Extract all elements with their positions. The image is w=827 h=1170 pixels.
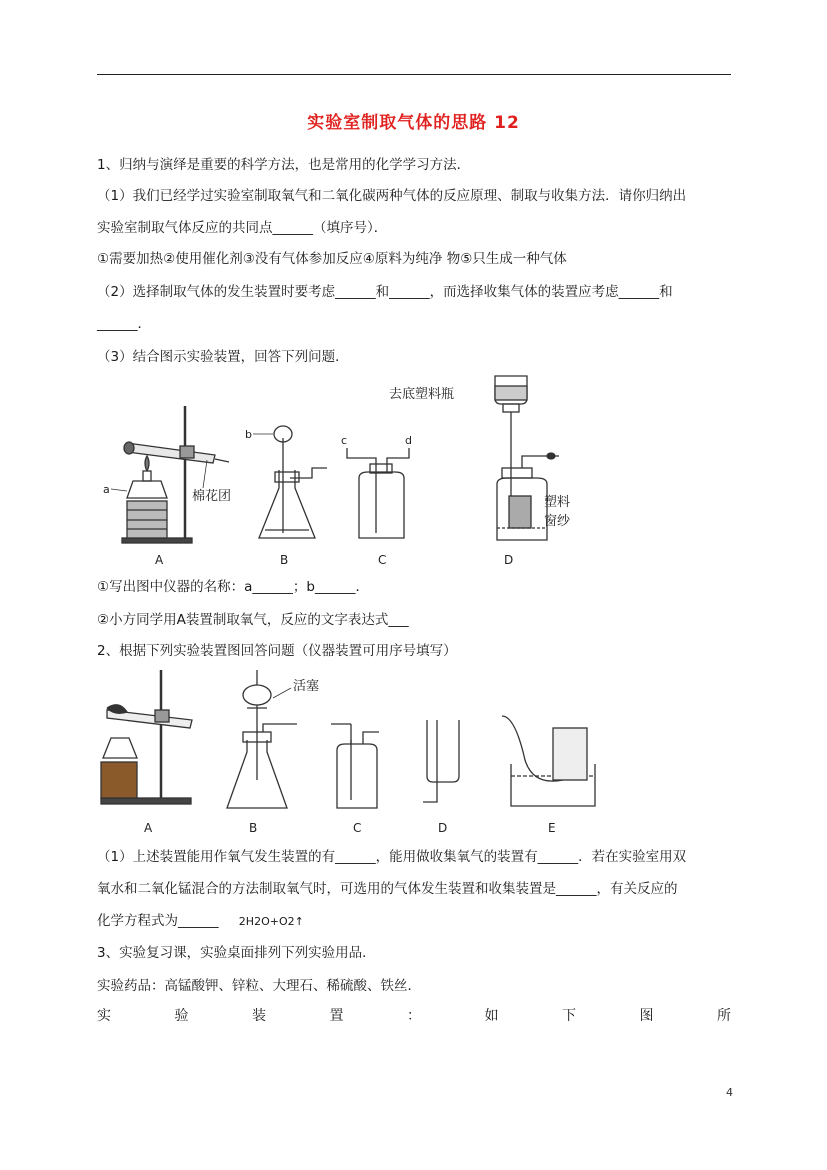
q2-apparatus-e <box>502 716 595 835</box>
label-c: c <box>341 434 348 447</box>
q1-sub1: ①写出图中仪器的名称：a______；b______． <box>97 579 369 595</box>
q2-part1-line3-prefix: 化学方程式为______ <box>97 913 219 929</box>
header-rule <box>97 74 731 75</box>
q2-part1-line1: （1）上述装置能用作氧气发生装置的有______，能用做收集氧气的装置有______．若在实验室用双 <box>97 849 687 865</box>
q1-part1-line2: 实验室制取气体反应的共同点______（填序号）． <box>97 220 388 236</box>
label-2B: B <box>249 821 258 835</box>
q1-figure <box>97 368 597 568</box>
device-char: 所 <box>717 1008 731 1024</box>
label-2A: A <box>144 821 153 835</box>
device-char: 装 <box>252 1008 266 1024</box>
q3-drugs: 实验药品：高锰酸钾、锌粒、大理石、稀硫酸、铁丝． <box>97 978 421 994</box>
label-b: b <box>245 428 252 441</box>
q1-sub2: ②小方同学用A装置制取氧气，反应的文字表达式___ <box>97 612 409 628</box>
label-2C: C <box>353 821 362 835</box>
q2-figure <box>97 660 617 840</box>
label-cotton: 棉花团 <box>192 489 232 504</box>
label-2E: E <box>548 821 556 835</box>
q2-part1-line3 <box>97 909 304 929</box>
device-char: ： <box>407 1008 421 1024</box>
reaction-equation: 2H2O+O2↑ <box>238 915 304 928</box>
q1-options: ①需要加热②使用催化剂③没有气体参加反应④原料为纯净 物⑤只生成一种气体 <box>97 251 567 267</box>
q1-part2-line2: ______． <box>97 316 151 332</box>
q1-apparatus-b <box>245 426 327 567</box>
q2-apparatus-a <box>101 670 192 835</box>
label-stopcock: 活塞 <box>293 679 320 694</box>
q1-apparatus-a <box>103 406 231 567</box>
q1-apparatus-d <box>389 376 571 567</box>
label-a: a <box>103 483 110 496</box>
device-char: 下 <box>562 1008 576 1024</box>
q2-apparatus-c <box>331 724 379 835</box>
label-bottle-top: 去底塑料瓶 <box>389 387 455 402</box>
page-number: 4 <box>726 1086 733 1099</box>
q2-intro: 2、根据下列实验装置图回答问题（仪器装置可用序号填写） <box>97 643 457 659</box>
label-d: d <box>405 434 412 447</box>
q3-device-line <box>97 1005 731 1025</box>
label-D: D <box>504 553 514 567</box>
label-screen-1: 塑料 <box>544 495 571 510</box>
device-char: 验 <box>174 1008 189 1024</box>
label-C: C <box>378 553 387 567</box>
q1-part3: （3）结合图示实验装置，回答下列问题． <box>97 349 349 365</box>
q1-intro: 1、归纳与演绎是重要的科学方法，也是常用的化学学习方法． <box>97 157 471 173</box>
q2-part1-line2: 氧水和二氧化锰混合的方法制取氧气时，可选用的气体发生装置和收集装置是______，有关反应的 <box>97 881 678 897</box>
label-A: A <box>155 553 164 567</box>
q3-intro: 3、实验复习课，实验桌面排列下列实验用品． <box>97 945 376 961</box>
device-char: 置 <box>329 1008 344 1024</box>
label-screen-2: 窗纱 <box>544 514 571 529</box>
q1-part1-line1: （1）我们已经学过实验室制取氧气和二氧化碳两种气体的反应原理、制取与收集方法．请你归纳出 <box>97 188 687 204</box>
label-B: B <box>280 553 289 567</box>
device-char: 如 <box>484 1008 499 1024</box>
q2-apparatus-d <box>423 720 459 835</box>
page-title: 实验室制取气体的思路 12 <box>307 113 520 133</box>
q1-apparatus-c <box>341 434 412 567</box>
device-char: 图 <box>639 1008 654 1024</box>
label-2D: D <box>438 821 448 835</box>
q1-part2-line1: （2）选择制取气体的发生装置时要考虑______和______，而选择收集气体的装置应考虑______和 <box>97 284 673 300</box>
q2-apparatus-b <box>227 670 319 835</box>
device-char: 实 <box>97 1008 111 1024</box>
